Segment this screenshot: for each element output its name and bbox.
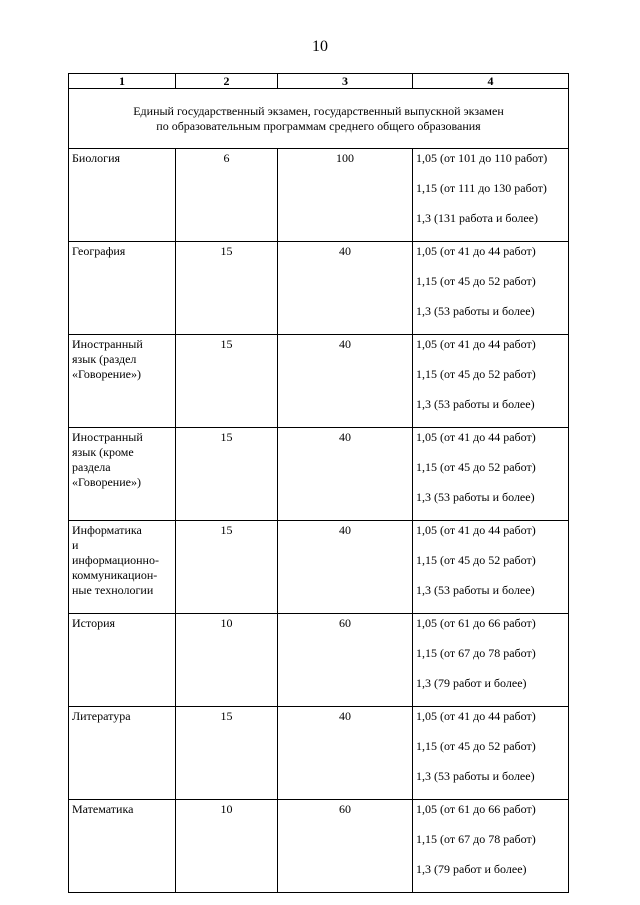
subject-cell	[69, 521, 176, 614]
coefficient-line: 1,05 (от 41 до 44 работ)	[416, 709, 536, 723]
coefficient-line: 1,05 (от 101 до 110 работ)	[416, 151, 548, 165]
col2-value: 15	[176, 521, 278, 614]
coefficient-line: 1,05 (от 41 до 44 работ)	[416, 523, 536, 537]
header-col-3: 3	[278, 74, 413, 89]
subject-line: коммуникацион-	[72, 568, 158, 582]
table-row	[69, 614, 569, 707]
subject-line: язык (кроме	[72, 445, 134, 459]
coefficient-line: 1,15 (от 45 до 52 работ)	[416, 553, 536, 567]
col3-value: 100	[278, 149, 413, 242]
coefficient-line: 1,05 (от 61 до 66 работ)	[416, 802, 536, 816]
subject-line: Информатика	[72, 523, 142, 537]
coefficient-line: 1,3 (53 работы и более)	[416, 769, 535, 783]
header-col-1: 1	[69, 74, 176, 89]
coefficient-line: 1,05 (от 41 до 44 работ)	[416, 244, 536, 258]
subject-cell	[69, 242, 176, 335]
coefficients-cell	[413, 428, 569, 521]
col2-value: 15	[176, 428, 278, 521]
table-header-row	[69, 74, 569, 89]
subject-cell	[69, 800, 176, 893]
section-row	[69, 89, 569, 149]
subject-line: язык (раздел	[72, 352, 137, 366]
coefficient-line: 1,3 (53 работы и более)	[416, 304, 535, 318]
coefficients-cell	[413, 335, 569, 428]
page-number: 10	[312, 38, 328, 55]
subject-line: раздела	[72, 460, 111, 474]
section-title	[69, 89, 569, 149]
col2-value: 10	[176, 800, 278, 893]
coefficient-line: 1,15 (от 45 до 52 работ)	[416, 274, 536, 288]
col2-value: 15	[176, 707, 278, 800]
header-col-2: 2	[176, 74, 278, 89]
coefficient-line: 1,05 (от 61 до 66 работ)	[416, 616, 536, 630]
coefficients-cell	[413, 800, 569, 893]
section-title-line-1: Единый государственный экзамен, государственный выпускной экзамен	[133, 104, 504, 118]
col3-value: 40	[278, 242, 413, 335]
coefficient-line: 1,15 (от 45 до 52 работ)	[416, 367, 536, 381]
subject-line: Иностранный	[72, 337, 143, 351]
col3-value: 40	[278, 428, 413, 521]
coefficient-line: 1,15 (от 67 до 78 работ)	[416, 646, 536, 660]
table-row	[69, 149, 569, 242]
coefficient-line: 1,15 (от 45 до 52 работ)	[416, 739, 536, 753]
table-row	[69, 242, 569, 335]
coefficient-line: 1,15 (от 67 до 78 работ)	[416, 832, 536, 846]
coefficient-line: 1,05 (от 41 до 44 работ)	[416, 430, 536, 444]
subject-line: Математика	[72, 802, 134, 816]
col2-value: 15	[176, 242, 278, 335]
coefficient-line: 1,3 (53 работы и более)	[416, 583, 535, 597]
coefficient-line: 1,15 (от 45 до 52 работ)	[416, 460, 536, 474]
coefficients-cell	[413, 149, 569, 242]
table-row	[69, 335, 569, 428]
col3-value: 40	[278, 335, 413, 428]
table-row	[69, 428, 569, 521]
col2-value: 10	[176, 614, 278, 707]
coefficient-line: 1,3 (53 работы и более)	[416, 490, 535, 504]
exam-coefficients-table	[68, 73, 569, 893]
col2-value: 15	[176, 335, 278, 428]
coefficients-cell	[413, 614, 569, 707]
subject-line: География	[72, 244, 126, 258]
table-row	[69, 800, 569, 893]
coefficient-line: 1,3 (131 работа и более)	[416, 211, 538, 225]
col3-value: 40	[278, 707, 413, 800]
coefficient-line: 1,3 (53 работы и более)	[416, 397, 535, 411]
subject-line: и	[72, 538, 79, 552]
col3-value: 60	[278, 800, 413, 893]
col2-value: 6	[176, 149, 278, 242]
coefficient-line: 1,3 (79 работ и более)	[416, 676, 527, 690]
subject-line: «Говорение»)	[72, 475, 141, 489]
subject-line: История	[72, 616, 116, 630]
col3-value: 40	[278, 521, 413, 614]
col3-value: 60	[278, 614, 413, 707]
subject-line: информационно-	[72, 553, 159, 567]
subject-cell	[69, 149, 176, 242]
coefficients-cell	[413, 242, 569, 335]
coefficients-cell	[413, 707, 569, 800]
header-col-4: 4	[413, 74, 569, 89]
subject-line: «Говорение»)	[72, 367, 141, 381]
coefficients-cell	[413, 521, 569, 614]
subject-line: Иностранный	[72, 430, 143, 444]
subject-cell	[69, 614, 176, 707]
subject-line: ные технологии	[72, 583, 154, 597]
subject-line: Литература	[72, 709, 131, 723]
coefficient-line: 1,3 (79 работ и более)	[416, 862, 527, 876]
subject-cell	[69, 335, 176, 428]
table-row	[69, 707, 569, 800]
subject-cell	[69, 707, 176, 800]
subject-cell	[69, 428, 176, 521]
table-row	[69, 521, 569, 614]
coefficient-line: 1,15 (от 111 до 130 работ)	[416, 181, 547, 195]
coefficient-line: 1,05 (от 41 до 44 работ)	[416, 337, 536, 351]
subject-line: Биология	[72, 151, 121, 165]
section-title-line-2: по образовательным программам среднего общего образования	[156, 119, 481, 133]
